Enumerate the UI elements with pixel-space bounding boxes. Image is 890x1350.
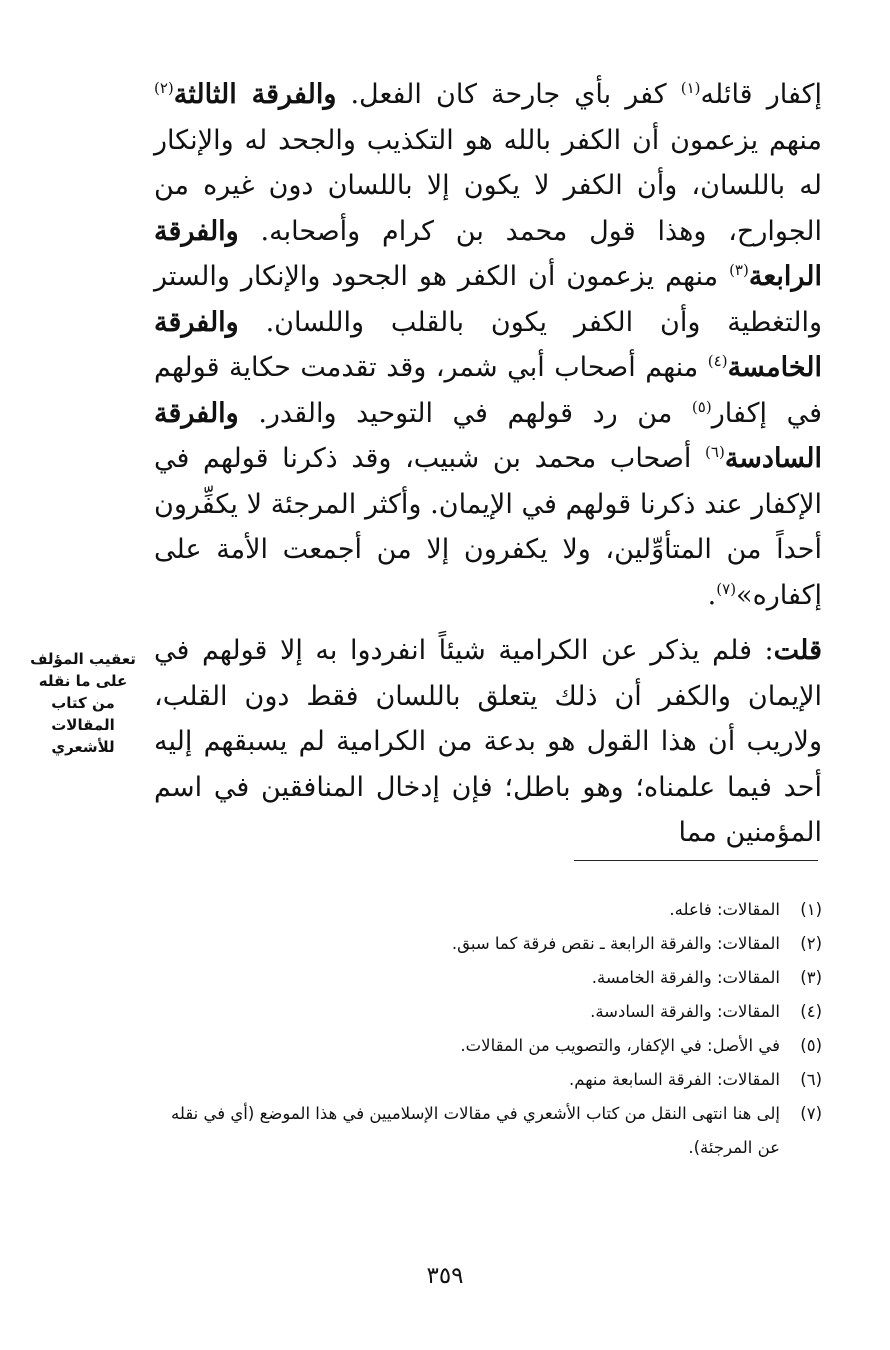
heading-phrase: والفرقة الثالثة <box>173 79 337 110</box>
text-run: منهم أصحاب أبي شمر، وقد تقدمت حكاية قولهم في إكفار <box>154 352 822 429</box>
footnote-marker: (٢) <box>154 79 174 97</box>
footnotes <box>154 893 822 1165</box>
text-run: : فلم يذكر عن الكرامية شيئاً انفردوا به إلا قولهم في الإيمان والكفر أن ذلك يتعلق باللسان فقط دون القلب، ولاريب أن هذا القول هو بدعة من الكرامية لم يسبقهم إليه أحد فيما علمناه؛ وهو باطل؛ فإن إدخال المنافقين في اسم المؤمنين مما <box>154 635 822 848</box>
footnote-item <box>154 893 822 927</box>
main-text <box>154 72 822 856</box>
footnote-number: (٥) <box>800 1036 822 1055</box>
text-run: كفر بأي جارحة كان الفعل. <box>336 79 681 110</box>
text-run: منهم يزعمون أن الكفر بالله هو التكذيب والجحد له والإنكار له باللسان، وأن الكفر لا يكون إلا باللسان دون غيره من الجوارح، وهذا قول محمد بن كرام وأصحابه. <box>154 124 822 247</box>
footnote-text: المقالات: والفرقة الرابعة ـ نقص فرقة كما سبق. <box>451 934 780 953</box>
footnote-marker: (٣) <box>729 261 749 279</box>
heading-phrase: والفرقة السادسة <box>154 397 822 474</box>
footnote-marker: (١) <box>680 79 701 97</box>
footnote-separator <box>574 860 818 861</box>
footnote-item <box>154 1029 822 1063</box>
paragraph <box>154 628 822 856</box>
footnote-text: المقالات: فاعله. <box>669 900 780 919</box>
heading-phrase: قلت <box>773 635 822 666</box>
footnote-text: المقالات: والفرقة الخامسة. <box>591 968 780 987</box>
footnote-item <box>154 995 822 1029</box>
footnote-text: في الأصل: في الإكفار، والتصويب من المقالات. <box>460 1036 780 1055</box>
footnote-number: (١) <box>800 900 822 919</box>
footnote-item <box>154 927 822 961</box>
footnote-item <box>154 961 822 995</box>
text-run: . <box>707 579 717 611</box>
heading-phrase: والفرقة الرابعة <box>154 215 822 292</box>
footnote-marker: (٥) <box>691 397 712 416</box>
footnote-text: المقالات: الفرقة السابعة منهم. <box>569 1070 780 1089</box>
text-run: منهم يزعمون أن الكفر هو الجحود والإنكار والستر والتغطية وأن الكفر يكون بالقلب واللسان. <box>154 261 822 338</box>
footnote-marker: (٧) <box>716 579 737 598</box>
footnote-marker: (٤) <box>707 352 728 370</box>
text-run: أصحاب محمد بن شبيب، وقد ذكرنا قولهم في الإكفار عند ذكرنا قولهم في الإيمان. وأكثر المرجئة لا يكفِّرون أحداً من المتأوِّلين، ولا يكفرون إلا من أجمعت الأمة على إكفاره» <box>154 443 822 611</box>
heading-phrase: والفرقة الخامسة <box>154 306 822 383</box>
footnote-marker: (٦) <box>705 443 725 461</box>
footnote-text: المقالات: والفرقة السادسة. <box>590 1002 780 1021</box>
page-number: ٣٥٩ <box>426 1263 464 1289</box>
footnote-item <box>154 1097 822 1165</box>
footnote-number: (٤) <box>800 1002 822 1021</box>
footnote-item <box>154 1063 822 1097</box>
text-run: إكفار قائله <box>700 79 822 110</box>
footnote-number: (٣) <box>800 968 822 987</box>
text-run: من رد قولهم في التوحيد والقدر. <box>238 397 692 429</box>
footnote-number: (٧) <box>800 1104 822 1123</box>
paragraph <box>154 72 822 618</box>
footnote-number: (٢) <box>800 934 822 953</box>
footnote-number: (٦) <box>800 1070 822 1089</box>
margin-note: تعقيب المؤلف على ما نقله من كتاب المقالات للأشعري <box>30 650 136 756</box>
footnote-text: إلى هنا انتهى النقل من كتاب الأشعري في مقالات الإسلاميين في هذا الموضع (أي في نقله عن المرجئة). <box>171 1104 780 1157</box>
